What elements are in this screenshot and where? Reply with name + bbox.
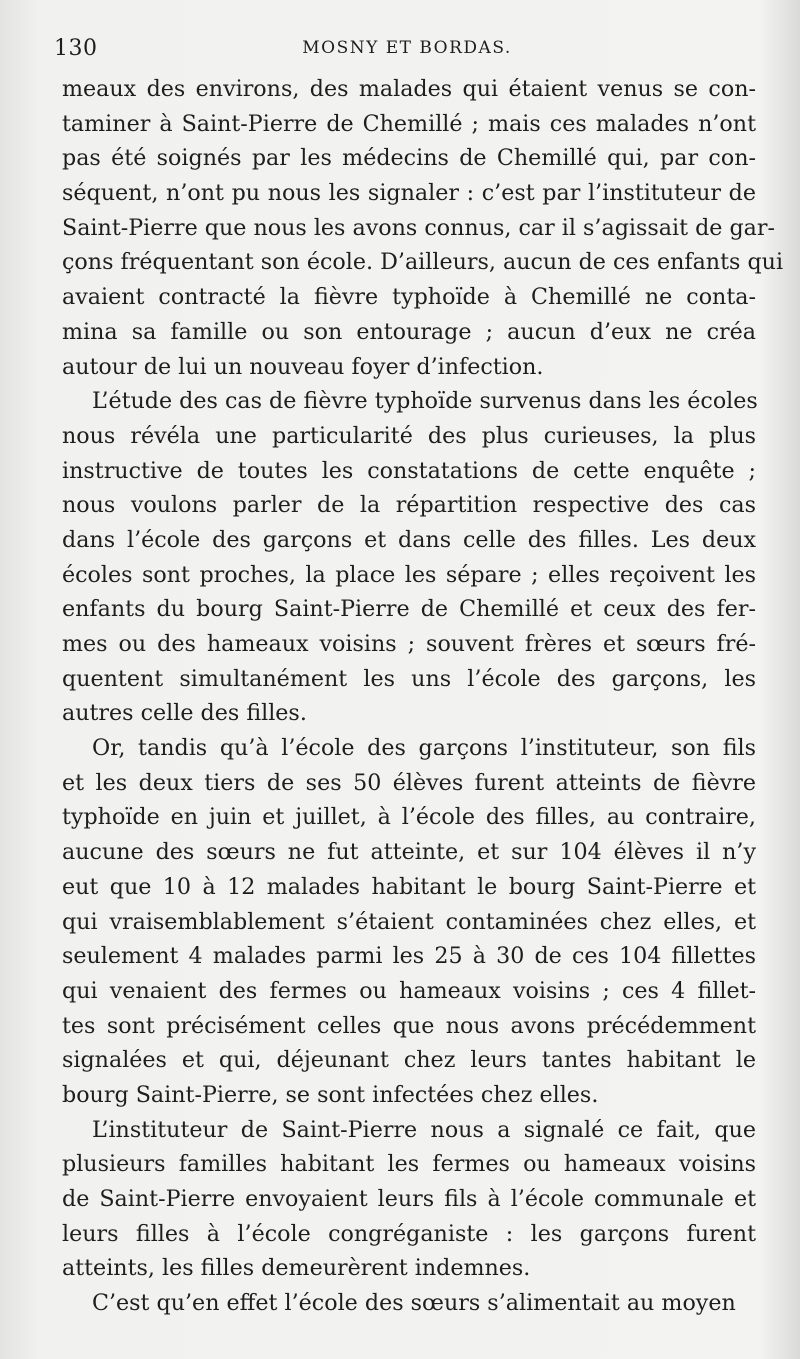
text-line: qui venaient des fermes ou hameaux voisins ; ces 4 fillet-	[62, 977, 756, 1004]
text-line: taminer à Saint-Pierre de Chemillé ; mais ces malades n’ont	[62, 110, 756, 137]
text-line: nous voulons parler de la répartition respective des cas	[62, 492, 756, 519]
text-line: leurs filles à l’école congréganiste : les garçons furent	[62, 1220, 756, 1247]
text-line: autour de lui un nouveau foyer d’infection.	[62, 353, 544, 380]
text-line: tes sont précisément celles que nous avons précédemment	[62, 1012, 756, 1039]
text-line: eut que 10 à 12 malades habitant le bourg Saint-Pierre et	[62, 873, 756, 900]
text-line: pas été soignés par les médecins de Chemillé qui, par con-	[62, 145, 756, 172]
text-line: et les deux tiers de ses 50 élèves furent atteints de fièvre	[62, 769, 756, 796]
text-line: typhoïde en juin et juillet, à l’école des filles, au contraire,	[62, 804, 756, 831]
text-line: de Saint-Pierre envoyaient leurs fils à l’école communale et	[62, 1186, 756, 1212]
paragraph	[62, 72, 784, 384]
text-line: L’instituteur de Saint-Pierre nous a signalé ce fait, que	[92, 1116, 756, 1143]
text-line: signalées et qui, déjeunant chez leurs tantes habitant le	[62, 1047, 756, 1074]
paragraph	[62, 1286, 756, 1321]
text-line: bourg Saint-Pierre, se sont infectées chez elles.	[62, 1081, 599, 1108]
running-head: MOSNY ET BORDAS.	[302, 38, 512, 58]
text-line: avaient contracté la fièvre typhoïde à Chemillé ne conta-	[62, 284, 756, 311]
paragraph	[62, 731, 756, 1113]
text-line: Saint-Pierre que nous les avons connus, car il s’agissait de gar-	[62, 214, 776, 241]
page-body	[62, 72, 784, 1321]
text-line: aucune des sœurs ne fut atteinte, et sur 104 élèves il n’y	[62, 839, 756, 866]
paragraph	[62, 384, 756, 731]
page-header	[54, 36, 760, 62]
text-line: dans l’école des garçons et dans celle des filles. Les deux	[62, 526, 756, 553]
text-line: nous révéla une particularité des plus curieuses, la plus	[62, 422, 756, 449]
text-line: meaux des environs, des malades qui étaient venus se con-	[62, 76, 756, 102]
text-line: Or, tandis qu’à l’école des garçons l’instituteur, son fils	[92, 735, 756, 762]
text-line: plusieurs familles habitant les fermes ou hameaux voisins	[62, 1151, 756, 1178]
text-line: mina sa famille ou son entourage ; aucun d’eux ne créa	[62, 318, 756, 345]
page-number: 130	[54, 36, 98, 61]
text-line: mes ou des hameaux voisins ; souvent frères et sœurs fré-	[62, 631, 756, 657]
text-line: C’est qu’en effet l’école des sœurs s’alimentait au moyen	[92, 1290, 736, 1317]
text-line: qui vraisemblablement s’étaient contaminées chez elles, et	[62, 908, 756, 935]
text-line: enfants du bourg Saint-Pierre de Chemillé et ceux des fer-	[62, 596, 756, 623]
text-line: quentent simultanément les uns l’école des garçons, les	[62, 665, 756, 692]
text-line: atteints, les filles demeurèrent indemnes.	[62, 1255, 531, 1282]
text-line: séquent, n’ont pu nous les signaler : c’est par l’instituteur de	[62, 180, 756, 207]
text-line: écoles sont proches, la place les sépare ; elles reçoivent les	[62, 561, 756, 588]
text-line: çons fréquentant son école. D’ailleurs, aucun de ces enfants qui	[62, 249, 784, 276]
text-line: L’étude des cas de fièvre typhoïde survenus dans les écoles	[92, 388, 758, 415]
paragraph	[62, 1113, 756, 1286]
text-line: seulement 4 malades parmi les 25 à 30 de ces 104 fillettes	[62, 943, 756, 970]
text-line: autres celle des filles.	[62, 700, 307, 727]
text-line: instructive de toutes les constatations de cette enquête ;	[62, 457, 756, 484]
